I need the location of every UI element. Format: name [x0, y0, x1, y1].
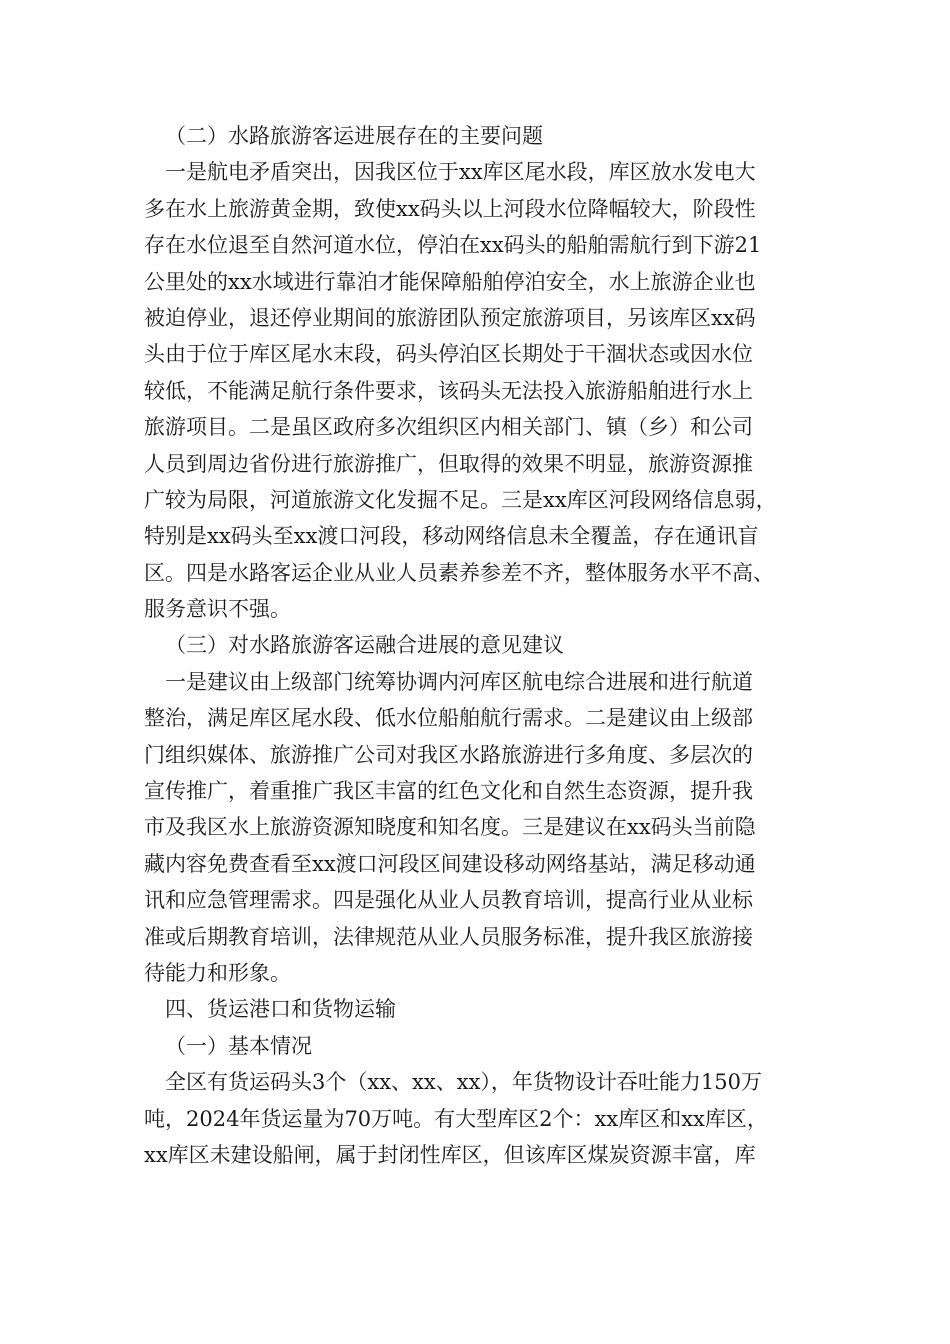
section-heading-suggestions: （三）对水路旅游客运融合进展的意见建议	[165, 633, 564, 658]
paragraph-line: 藏内容免费查看至xx渡口河段区间建设移动网络基站，满足移动通	[144, 851, 756, 876]
paragraph-line: 吨，2024年货运量为70万吨。有大型库区2个：xx库区和xx库区，	[144, 1106, 768, 1131]
paragraph-line: 存在水位退至自然河道水位，停泊在xx码头的船舶需航行到下游21	[144, 233, 762, 258]
paragraph-line: 较低，不能满足航行条件要求，该码头无法投入旅游船舶进行水上	[144, 378, 753, 403]
paragraph-line: 人员到周边省份进行旅游推广，但取得的效果不明显，旅游资源推	[144, 451, 753, 476]
paragraph-line: 整治，满足库区尾水段、低水位船舶航行需求。二是建议由上级部	[144, 706, 753, 731]
paragraph-line: 准或后期教育培训，法律规范从业人员服务标准，提升我区旅游接	[144, 924, 753, 949]
paragraph-line: 头由于位于库区尾水末段，码头停泊区长期处于干涸状态或因水位	[144, 342, 753, 367]
paragraph-line: 门组织媒体、旅游推广公司对我区水路旅游进行多角度、多层次的	[144, 742, 753, 767]
paragraph-line: 公里处的xx水域进行靠泊才能保障船舶停泊安全，水上旅游企业也	[144, 269, 756, 294]
paragraph-line: 区。四是水路客运企业从业人员素养参差不齐，整体服务水平不高、	[144, 560, 774, 585]
paragraph-line: 全区有货运码头3个（xx、xx、xx），年货物设计吞吐能力150万	[165, 1070, 763, 1095]
paragraph-line: xx库区未建设船闸，属于封闭性库区，但该库区煤炭资源丰富，库	[144, 1142, 756, 1167]
paragraph-line: 一是航电矛盾突出，因我区位于xx库区尾水段，库区放水发电大	[165, 160, 756, 185]
paragraph-line: 讯和应急管理需求。四是强化从业人员教育培训，提高行业从业标	[144, 888, 753, 913]
paragraph-line: 多在水上旅游黄金期，致使xx码头以上河段水位降幅较大，阶段性	[144, 196, 756, 221]
subsection-heading-basics: （一）基本情况	[165, 1033, 312, 1058]
paragraph-line: 待能力和形象。	[144, 960, 291, 985]
paragraph-line: 服务意识不强。	[144, 597, 291, 622]
paragraph-line: 被迫停业，退还停业期间的旅游团队预定旅游项目，另该库区xx码	[144, 305, 756, 330]
paragraph-line: 市及我区水上旅游资源知晓度和知名度。三是建议在xx码头当前隐	[144, 815, 756, 840]
document-body	[144, 118, 824, 1173]
paragraph-line: 旅游项目。二是虽区政府多次组织区内相关部门、镇（乡）和公司	[144, 415, 753, 440]
paragraph-line: 宣传推广，着重推广我区丰富的红色文化和自然生态资源，提升我	[144, 779, 753, 804]
paragraph-line: 广较为局限，河道旅游文化发掘不足。三是xx库区河段网络信息弱，	[144, 487, 777, 512]
section-heading-problems: （二）水路旅游客运进展存在的主要问题	[165, 124, 543, 148]
paragraph-line: 一是建议由上级部门统筹协调内河库区航电综合进展和进行航道	[165, 669, 753, 694]
paragraph-line: 特别是xx码头至xx渡口河段，移动网络信息未全覆盖，存在通讯盲	[144, 524, 759, 549]
section-heading-freight: 四、货运港口和货物运输	[165, 997, 396, 1022]
